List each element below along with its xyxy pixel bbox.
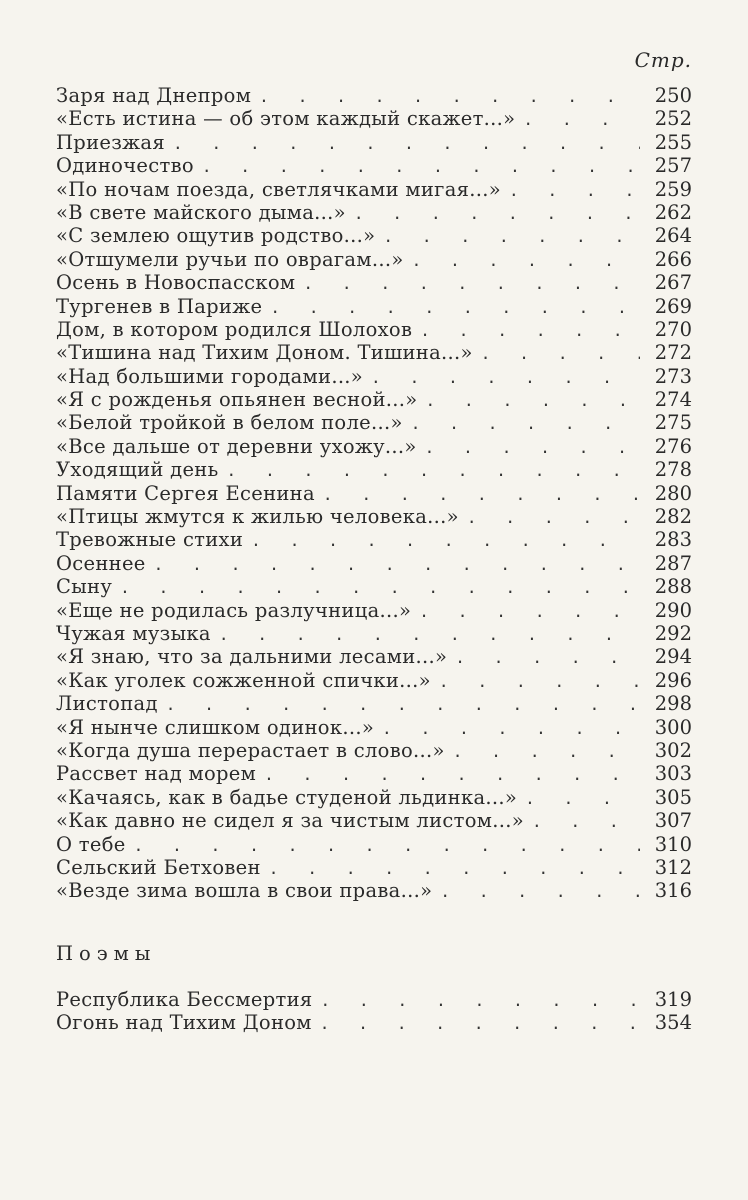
dot-leader — [154, 552, 640, 575]
entry-page-number: 287 — [654, 551, 692, 575]
dot-leader — [481, 341, 640, 364]
dot-leader — [202, 154, 640, 177]
dot-leader — [420, 318, 640, 341]
toc-entry — [56, 224, 692, 247]
toc-entry — [56, 833, 692, 856]
dot-leader — [320, 988, 640, 1011]
toc-entry — [56, 271, 692, 294]
toc-entry — [56, 645, 692, 668]
entry-title: «Белой тройкой в белом поле...» — [56, 411, 403, 435]
dot-leader — [270, 295, 640, 318]
section-heading-poems: Поэмы — [56, 942, 157, 965]
entry-title: «Отшумели ручьи по оврагам...» — [56, 247, 404, 271]
entry-title: Листопад — [56, 692, 158, 716]
entry-page-number: 262 — [654, 200, 692, 224]
dot-leader — [354, 201, 640, 224]
entry-title: Чужая музыка — [56, 621, 211, 645]
toc-entry — [56, 411, 692, 434]
entry-title: «В свете майского дыма...» — [56, 200, 346, 224]
entry-title: Заря над Днепром — [56, 84, 252, 107]
entry-page-number: 292 — [654, 621, 692, 645]
dot-leader — [383, 224, 640, 247]
toc-entry — [56, 201, 692, 224]
toc-entry — [56, 575, 692, 598]
dot-leader — [264, 762, 640, 785]
toc-entry — [56, 341, 692, 364]
toc-entry — [56, 131, 692, 154]
dot-leader — [525, 786, 640, 809]
dot-leader — [120, 575, 640, 598]
entry-title: «Качаясь, как в бадье студеной льдинка...» — [56, 785, 518, 809]
entry-page-number: 302 — [654, 738, 692, 762]
entry-title: «Тишина над Тихим Доном. Тишина...» — [56, 341, 473, 365]
dot-leader — [455, 645, 640, 668]
dot-leader — [269, 856, 640, 879]
toc-entry — [56, 318, 692, 341]
toc-entry — [56, 739, 692, 762]
entry-page-number: 303 — [654, 762, 692, 786]
entry-title: Дом, в котором родился Шолохов — [56, 317, 413, 341]
entry-title: Сельский Бетховен — [56, 855, 261, 879]
toc-list — [56, 84, 692, 903]
toc-entry — [56, 669, 692, 692]
entry-page-number: 252 — [654, 107, 692, 131]
entry-page-number: 319 — [654, 988, 692, 1011]
dot-leader — [371, 365, 640, 388]
toc-entry — [56, 786, 692, 809]
entry-page-number: 270 — [654, 317, 692, 341]
toc-entry — [56, 692, 692, 715]
dot-leader — [439, 669, 640, 692]
toc-entry — [56, 154, 692, 177]
entry-title: «Есть истина — об этом каждый скажет...» — [56, 107, 516, 131]
entry-page-number: 278 — [654, 458, 692, 482]
entry-title: «Птицы жмутся к жилью человека...» — [56, 505, 459, 529]
toc-entry — [56, 809, 692, 832]
entry-title: Республика Бессмертия — [56, 988, 313, 1011]
entry-title: «Я с рожденья опьянен весной...» — [56, 388, 418, 412]
entry-page-number: 290 — [654, 598, 692, 622]
dot-leader — [259, 84, 640, 107]
entry-title: «Все дальше от деревни ухожу...» — [56, 434, 417, 458]
dot-leader — [532, 809, 640, 832]
dot-leader — [323, 482, 640, 505]
dot-leader — [227, 458, 640, 481]
entry-page-number: 266 — [654, 247, 692, 271]
toc-entry — [56, 622, 692, 645]
entry-title: «Я нынче слишком одинок...» — [56, 715, 375, 739]
toc-entry — [56, 178, 692, 201]
entry-title: «Везде зима вошла в свои права...» — [56, 879, 433, 903]
toc-entry — [56, 84, 692, 107]
toc-entry — [56, 856, 692, 879]
entry-page-number: 312 — [654, 855, 692, 879]
entry-page-number: 280 — [654, 481, 692, 505]
entry-title: «Я знаю, что за дальними лесами...» — [56, 645, 448, 669]
dot-leader — [453, 739, 640, 762]
entry-title: Приезжая — [56, 130, 165, 154]
toc-entry — [56, 599, 692, 622]
entry-page-number: 305 — [654, 785, 692, 809]
dot-leader — [166, 692, 640, 715]
entry-title: Памяти Сергея Есенина — [56, 481, 315, 505]
entry-page-number: 276 — [654, 434, 692, 458]
toc-entry — [56, 435, 692, 458]
entry-page-number: 300 — [654, 715, 692, 739]
dot-leader — [426, 388, 640, 411]
toc-entry — [56, 295, 692, 318]
dot-leader — [251, 528, 640, 551]
dot-leader — [219, 622, 640, 645]
toc-entry — [56, 762, 692, 785]
entry-title: Тревожные стихи — [56, 528, 244, 552]
toc-entry — [56, 482, 692, 505]
dot-leader — [440, 879, 640, 902]
toc-entry — [56, 388, 692, 411]
entry-page-number: 255 — [654, 130, 692, 154]
toc-entry — [56, 879, 692, 902]
toc-page — [56, 0, 692, 1200]
entry-page-number: 259 — [654, 177, 692, 201]
toc-list-poems — [56, 988, 692, 1035]
entry-title: О тебе — [56, 832, 126, 856]
toc-entry — [56, 107, 692, 130]
entry-page-number: 273 — [654, 364, 692, 388]
entry-title: Тургенев в Париже — [56, 294, 263, 318]
toc-entry — [56, 552, 692, 575]
dot-leader — [303, 271, 640, 294]
entry-title: Сыну — [56, 575, 113, 599]
entry-page-number: 267 — [654, 271, 692, 295]
toc-entry — [56, 988, 692, 1011]
dot-leader — [425, 435, 640, 458]
entry-page-number: 250 — [654, 84, 692, 107]
entry-page-number: 298 — [654, 692, 692, 716]
entry-page-number: 316 — [654, 879, 692, 903]
entry-title: Рассвет над морем — [56, 762, 257, 786]
entry-page-number: 257 — [654, 154, 692, 178]
entry-page-number: 272 — [654, 341, 692, 365]
entry-title: Осень в Новоспасском — [56, 271, 296, 295]
page-column-label: Стр. — [634, 48, 692, 72]
entry-title: «Когда душа перерастает в слово...» — [56, 738, 445, 762]
entry-page-number: 269 — [654, 294, 692, 318]
toc-entry — [56, 458, 692, 481]
entry-title: «Как уголек сожженной спички...» — [56, 668, 431, 692]
dot-leader — [467, 505, 640, 528]
entry-page-number: 288 — [654, 575, 692, 599]
dot-leader — [411, 411, 640, 434]
entry-page-number: 354 — [654, 1011, 692, 1035]
entry-title: Одиночество — [56, 154, 194, 178]
dot-leader — [419, 599, 640, 622]
dot-leader — [173, 131, 640, 154]
dot-leader — [412, 248, 640, 271]
entry-title: «Над большими городами...» — [56, 364, 364, 388]
dot-leader — [509, 178, 640, 201]
entry-page-number: 275 — [654, 411, 692, 435]
entry-page-number: 296 — [654, 668, 692, 692]
entry-title: «С землею ощутив родство...» — [56, 224, 376, 248]
entry-page-number: 307 — [654, 809, 692, 833]
entry-page-number: 264 — [654, 224, 692, 248]
entry-page-number: 294 — [654, 645, 692, 669]
entry-page-number: 282 — [654, 505, 692, 529]
entry-title: Уходящий день — [56, 458, 219, 482]
dot-leader — [382, 716, 640, 739]
entry-title: Осеннее — [56, 551, 146, 575]
toc-entry — [56, 505, 692, 528]
entry-page-number: 310 — [654, 832, 692, 856]
toc-entry — [56, 716, 692, 739]
entry-page-number: 283 — [654, 528, 692, 552]
entry-title: «Еще не родилась разлучница...» — [56, 598, 412, 622]
entry-page-number: 274 — [654, 388, 692, 412]
entry-title: «Как давно не сидел я за чистым листом...» — [56, 809, 524, 833]
entry-title: «По ночам поезда, светлячками мигая...» — [56, 177, 501, 201]
dot-leader — [523, 107, 640, 130]
toc-entry — [56, 528, 692, 551]
dot-leader — [134, 833, 640, 856]
entry-title: Огонь над Тихим Доном — [56, 1011, 312, 1035]
toc-entry — [56, 1011, 692, 1034]
toc-entry — [56, 248, 692, 271]
toc-entry — [56, 365, 692, 388]
dot-leader — [320, 1011, 640, 1034]
